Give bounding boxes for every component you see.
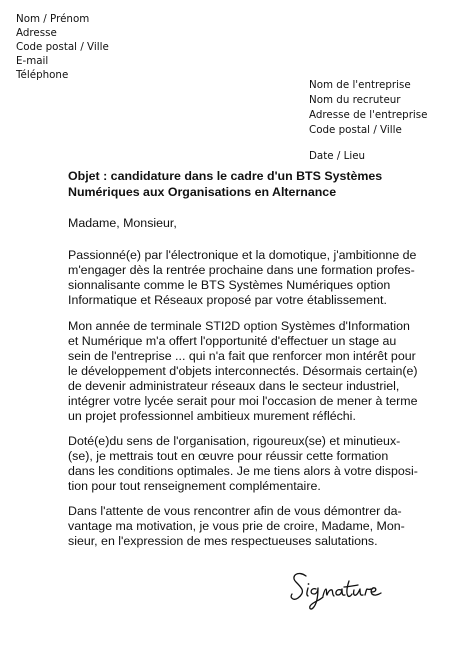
sender-postal-city: Code postal / Ville	[16, 41, 109, 53]
paragraph-line: dans les conditions optimales. Je me tiens alors à votre disposi-	[68, 464, 418, 478]
recipient-address: Adresse de l'entreprise	[309, 109, 428, 121]
sender-email: E-mail	[16, 55, 49, 67]
subject-line: Objet : candidature dans le cadre d'un BTS Systèmes	[68, 169, 383, 183]
paragraph-line: Passionné(e) par l'électronique et la domotique, j'ambitionne de	[68, 248, 417, 262]
recipient-recruiter: Nom du recruteur	[309, 94, 401, 106]
paragraph-line: sein de l'entreprise ... qui n'a fait que renforcer mon intérêt pour	[68, 349, 416, 363]
paragraph-line: sionnalisante comme le BTS Systèmes Numériques option	[68, 278, 391, 292]
paragraph-closing	[68, 504, 413, 549]
paragraph-line: le développement d'objets interconnectés. Désormais certain(e)	[68, 364, 418, 378]
paragraph-experience	[68, 319, 418, 424]
paragraph-line: m'engager dès la rentrée prochaine dans une formation profes-	[68, 263, 415, 277]
date-place: Date / Lieu	[309, 150, 366, 162]
paragraph-motivation	[68, 248, 417, 308]
subject-line: Numériques aux Organisations en Alternance	[68, 185, 337, 199]
sender-block	[16, 12, 109, 82]
sender-name: Nom / Prénom	[16, 13, 90, 25]
handwritten-signature	[288, 560, 392, 616]
paragraph-line: de devenir administrateur réseaux dans le secteur industriel,	[68, 379, 400, 393]
paragraph-line: Dans l'attente de vous rencontrer afin de vous démontrer da-	[68, 504, 402, 518]
sender-phone: Téléphone	[16, 69, 69, 81]
sender-address: Adresse	[16, 27, 57, 39]
paragraph-qualities	[68, 434, 418, 494]
recipient-company: Nom de l'entreprise	[309, 79, 411, 91]
paragraph-line: Mon année de terminale STI2D option Systèmes d'Information	[68, 319, 410, 333]
paragraph-line: vantage ma motivation, je vous prie de croire, Madame, Mon-	[68, 519, 405, 533]
recipient-postal-city: Code postal / Ville	[309, 124, 402, 136]
paragraph-line: Doté(e)du sens de l'organisation, rigoureux(se) et minutieux-	[68, 434, 401, 448]
letter-subject	[68, 168, 408, 200]
paragraph-line: (se), je mettrais tout en œuvre pour réussir cette formation	[68, 449, 389, 463]
paragraph-line: intégrer votre lycée serait pour moi l'occasion de mener à terme	[68, 394, 418, 408]
greeting: Madame, Monsieur,	[68, 216, 177, 230]
paragraph-line: tion pour tout renseignement complémentaire.	[68, 479, 321, 493]
recipient-block	[309, 78, 427, 138]
paragraph-line: et Numérique m'a offert l'opportunité d'effectuer un stage au	[68, 334, 397, 348]
paragraph-line: un projet professionnel ambitieux murement réfléchi.	[68, 409, 356, 423]
paragraph-line: Informatique et Réseaux proposé par votre établissement.	[68, 293, 387, 307]
paragraph-line: sieur, en l'expression de mes respectueuses salutations.	[68, 534, 378, 548]
